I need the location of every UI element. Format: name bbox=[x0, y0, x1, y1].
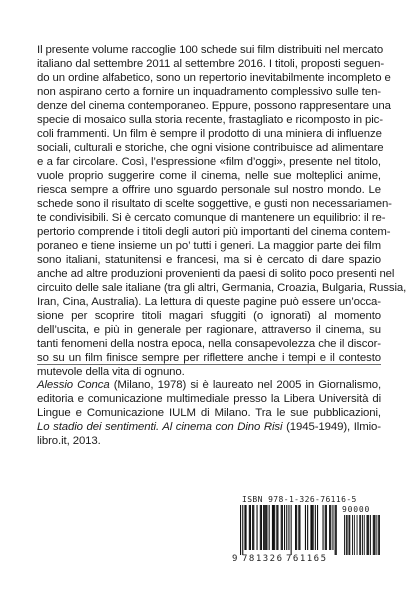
author-name: Alessio Conca bbox=[37, 379, 110, 391]
blurb-line: coli frammenti. Un film è sempre il prodotto di una miniera di influenze bbox=[37, 128, 382, 140]
blurb-line: vuole proprio suggerire come il cinema, nelle sue molteplici anime, bbox=[37, 170, 381, 182]
blurb-line: dell’uscita, e più in generale per ragionare, attraverso il cinema, su bbox=[37, 324, 381, 336]
blurb-line: poraneo e tiene insieme un po’ tutti i generi. La maggior parte dei film bbox=[37, 240, 381, 252]
bio-line-5: libro.it, 2013. bbox=[37, 435, 101, 447]
blurb-line: denze del cinema contemporaneo. Eppure, possono rappresentare una bbox=[37, 100, 391, 112]
blurb-line: italiano dal settembre 2011 al settembre 2016. I titoli, proposti seguen- bbox=[37, 58, 385, 70]
blurb-line: anche ad altre produzioni provenienti da paesi di solito poco presenti nel bbox=[37, 268, 395, 280]
bio-line-3: Lingue e Comunicazione IULM di Milano. Tra le sue pubblicazioni, bbox=[37, 407, 381, 419]
isbn-barcode bbox=[232, 495, 382, 565]
blurb-paragraph bbox=[37, 43, 407, 379]
addon-digits: 90000 bbox=[342, 505, 371, 514]
ean-right-digits: 761165 bbox=[286, 554, 328, 564]
isbn-label: ISBN 978-1-326-76116-5 bbox=[242, 495, 357, 504]
author-bio bbox=[37, 378, 381, 448]
blurb-line: schede sono il risultato di scelte soggettive, e gusti non necessariamen- bbox=[37, 198, 392, 210]
blurb-line: riesca sempre a offrire uno sguardo personale sul nostro mondo. Le bbox=[37, 184, 381, 196]
bio-line-2: editoria e comunicazione multimediale presso la Libera Università di bbox=[37, 393, 381, 405]
blurb-line: tanti fenomeni della nostra epoca, nella consapevolezza che il discor- bbox=[37, 338, 381, 350]
ean-left-digits: 781326 bbox=[242, 554, 284, 564]
blurb-line: so su un film finisce sempre per riflettere anche i tempi e il contesto bbox=[37, 352, 381, 364]
blurb-line: sono italiani, statunitensi e francesi, ma si è cercato di dare spazio bbox=[37, 254, 381, 266]
bio-line-4: Lo stadio dei sentimenti. Al cinema con Dino Risi (1945-1949), Ilmio- bbox=[37, 421, 381, 433]
blurb-line: pertorio comprende i titoli degli autori più importanti del cinema contem- bbox=[37, 226, 391, 238]
bio-line-1: Alessio Conca (Milano, 1978) si è laureato nel 2005 in Giornalismo, bbox=[37, 379, 382, 391]
blurb-line: e a far circolare. Così, l’espressione «film d’oggi», presente nel titolo, bbox=[37, 156, 381, 168]
blurb-line: Il presente volume raccoglie 100 schede sui film distribuiti nel mercato bbox=[37, 44, 384, 56]
blurb-line: do un ordine alfabetico, sono un repertorio inevitabilmente incompleto e bbox=[37, 72, 391, 84]
blurb-line: mutevole della vita di ognuno. bbox=[37, 366, 185, 378]
blurb-line: sociali, culturali e storiche, che ogni visione contribuisce ad alimentare bbox=[37, 142, 384, 154]
blurb-line: circuito delle sale italiane (tra gli altri, Germania, Croazia, Bulgaria, Russia, bbox=[37, 282, 407, 294]
blurb-line: Iran, Cina, Australia). La lettura di queste pagine può essere un’occa- bbox=[37, 296, 381, 308]
ean-first-digit: 9 bbox=[232, 554, 238, 564]
blurb-line: specie di mosaico sulla storia recente, frastagliato e ricomposto in pic- bbox=[37, 114, 383, 126]
publication-title: Lo stadio dei sentimenti. Al cinema con Dino Risi bbox=[37, 421, 283, 433]
divider-rule bbox=[37, 364, 381, 365]
blurb-line: non aspirano certo a fornire un inquadramento complessivo sulle ten- bbox=[37, 86, 381, 98]
blurb-line: sione per scoprire titoli magari sfuggiti (o ignorati) al momento bbox=[37, 310, 381, 322]
blurb-line: te condivisibili. Si è cercato comunque di mantenere un equilibrio: il re- bbox=[37, 212, 386, 224]
